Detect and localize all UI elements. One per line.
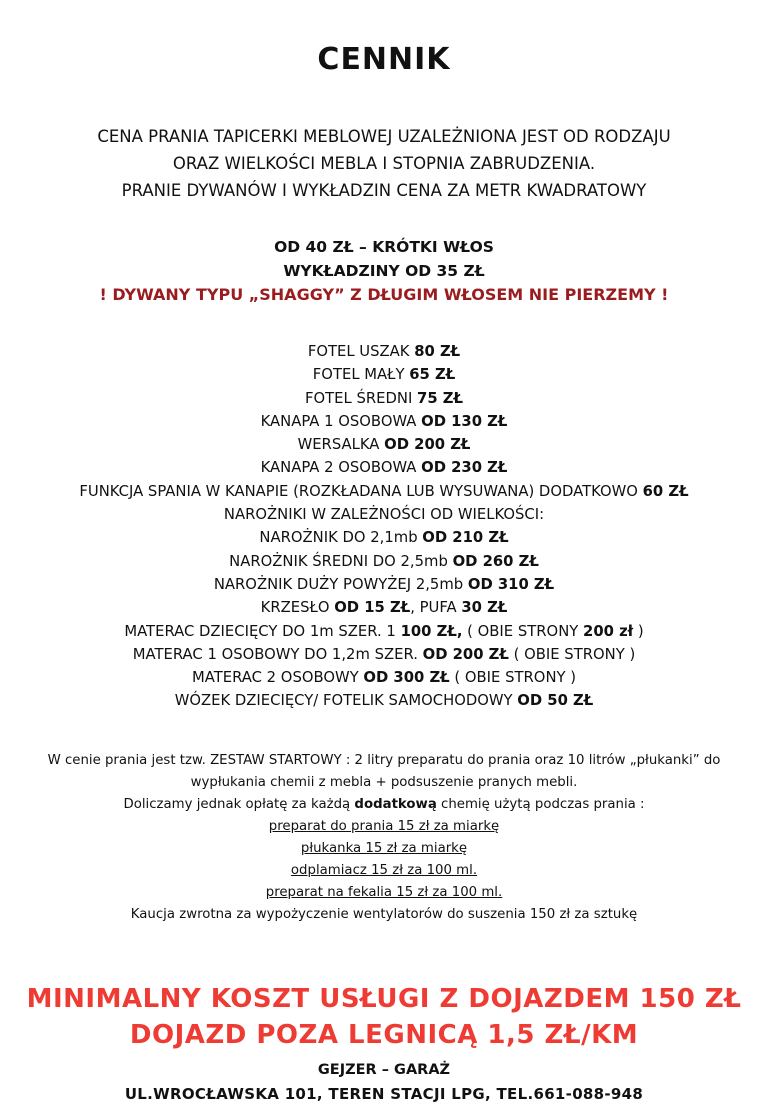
shaggy-warning: ! DYWANY TYPU „SHAGGY” Z DŁUGIM WŁOSEM NIE PIERZEMY !: [99, 285, 669, 304]
price-list-item: KANAPA 2 OSOBOWA OD 230 ZŁ: [260, 459, 508, 477]
price-list-item: FOTEL USZAK 80 ZŁ: [307, 343, 461, 360]
price-list-item: NAROŻNIKI W ZALEŻNOŚCI OD WIELKOŚCI:: [223, 506, 545, 524]
notes-section: [0, 750, 768, 926]
travel-cost-line: MINIMALNY KOSZT USŁUGI Z DOJAZDEM 150 ZŁ: [26, 983, 742, 1014]
carpet-section: [0, 235, 768, 307]
page-title: CENNIK: [317, 42, 451, 77]
starter-kit-note: W cenie prania jest tzw. ZESTAW STARTOWY : 2 litry preparatu do prania oraz 10 litrów „płukanki” do wypłukania chemii z mebla + podsuszenie pranych mebli.: [47, 752, 721, 790]
company-name: GEJZER – GARAŻ: [317, 1061, 451, 1078]
price-list-item: MATERAC DZIECIĘCY DO 1m SZER. 1 100 ZŁ, ( OBIE STRONY 200 zł ): [124, 622, 644, 640]
price-list-item: MATERAC 1 OSOBOWY DO 1,2m SZER. OD 200 ZŁ ( OBIE STRONY ): [132, 645, 636, 663]
price-list-item: NAROŻNIK DUŻY POWYŻEJ 2,5mb OD 310 ZŁ: [213, 575, 555, 593]
company-address: UL.WROCŁAWSKA 101, TEREN STACJI LPG, TEL.661-088-948: [124, 1084, 644, 1103]
price-list-item: WERSALKA OD 200 ZŁ: [297, 436, 471, 454]
intro-line: PRANIE DYWANÓW I WYKŁADZIN CENA ZA METR KWADRATOWY: [121, 181, 647, 200]
surcharge-note: Doliczamy jednak opłatę za każdą dodatkową chemię użytą podczas prania :: [123, 796, 645, 812]
price-list-item: KANAPA 1 OSOBOWA OD 130 ZŁ: [260, 412, 508, 430]
price-list-item: KRZESŁO OD 15 ZŁ, PUFA 30 ZŁ: [260, 599, 508, 617]
extra-chemical-item: odplamiacz 15 zł za 100 ml.: [290, 862, 478, 878]
price-list-item: WÓZEK DZIECIĘCY/ FOTELIK SAMOCHODOWY OD 50 ZŁ: [174, 692, 594, 710]
intro-line: CENA PRANIA TAPICERKI MEBLOWEJ UZALEŻNIONA JEST OD RODZAJU: [97, 127, 671, 146]
carpet-short-pile-price: OD 40 ZŁ – KRÓTKI WŁOS: [274, 238, 494, 256]
extra-chemical-item: płukanka 15 zł za miarkę: [300, 840, 468, 856]
fan-deposit-note: Kaucja zwrotna za wypożyczenie wentylatorów do suszenia 150 zł za sztukę: [130, 906, 638, 922]
extra-chemicals-list: [0, 816, 768, 904]
travel-cost-banner: [0, 981, 768, 1053]
price-list-item: NAROŻNIK DO 2,1mb OD 210 ZŁ: [259, 529, 509, 547]
intro-paragraph: [0, 123, 768, 204]
extra-chemical-item: preparat do prania 15 zł za miarkę: [268, 818, 500, 834]
extra-chemical-item: preparat na fekalia 15 zł za 100 ml.: [265, 884, 503, 900]
price-list-item: MATERAC 2 OSOBOWY OD 300 ZŁ ( OBIE STRONY ): [191, 669, 577, 687]
price-list-item: FUNKCJA SPANIA W KANAPIE (ROZKŁADANA LUB WYSUWANA) DODATKOWO 60 ZŁ: [79, 482, 689, 500]
travel-cost-line: DOJAZD POZA LEGNICĄ 1,5 ZŁ/KM: [129, 1019, 639, 1050]
carpet-lining-price: WYKŁADZINY OD 35 ZŁ: [283, 262, 485, 280]
furniture-price-list: [0, 340, 768, 713]
intro-line: ORAZ WIELKOŚCI MEBLA I STOPNIA ZABRUDZENIA.: [172, 154, 596, 173]
price-list-item: FOTEL ŚREDNI 75 ZŁ: [304, 389, 464, 407]
price-list-item: NAROŻNIK ŚREDNI DO 2,5mb OD 260 ZŁ: [229, 552, 539, 570]
price-list-item: FOTEL MAŁY 65 ZŁ: [312, 366, 456, 384]
